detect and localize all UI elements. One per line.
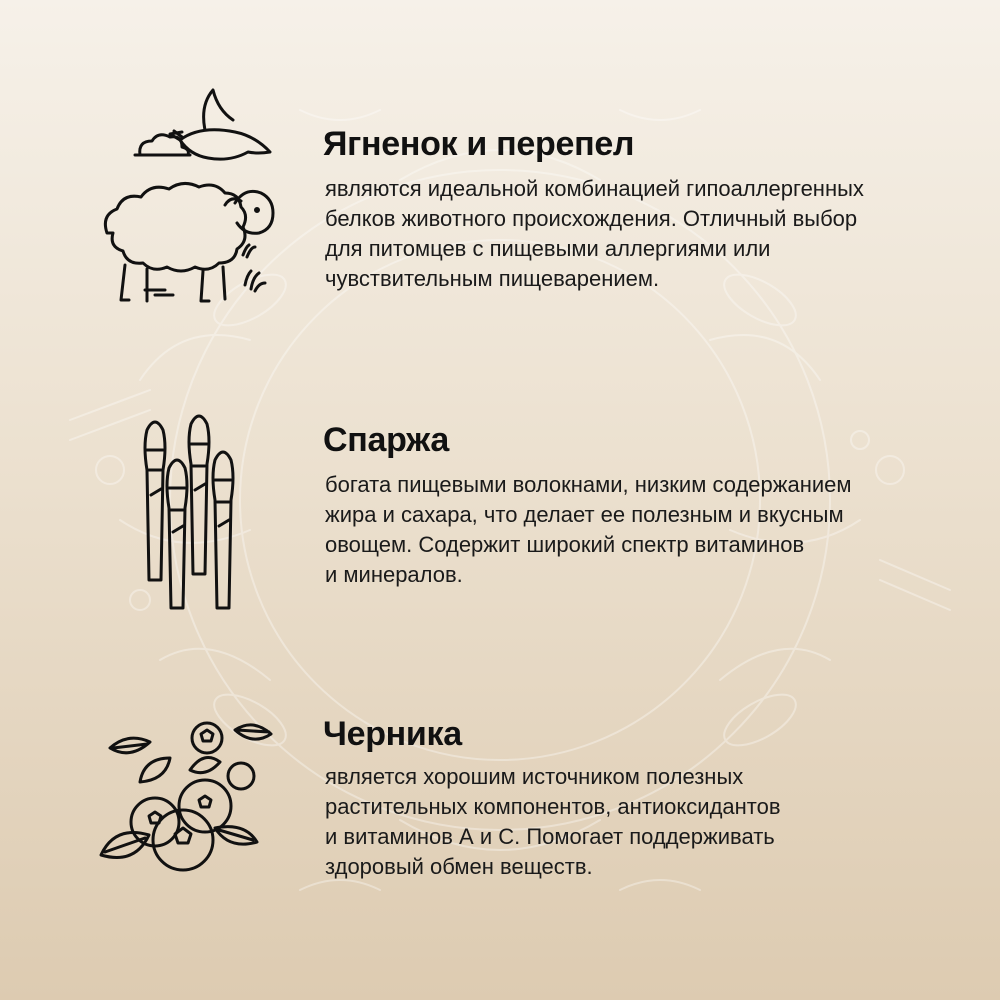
section-title: Черника	[323, 715, 462, 753]
description-line: и минералов.	[325, 562, 463, 587]
lamb-and-quail-icon	[95, 85, 285, 310]
section-title: Спаржа	[323, 421, 449, 459]
description-line: овощем. Содержит широкий спектр витаминов	[325, 532, 805, 557]
description-line: белков животного происхождения. Отличный выбор	[325, 206, 858, 231]
section-title: Ягненок и перепел	[323, 125, 635, 163]
section-description	[325, 470, 945, 590]
description-line: является хорошим источником полезных	[325, 764, 744, 789]
description-line: здоровый обмен веществ.	[325, 854, 593, 879]
description-line: и витаминов А и С. Помогает поддерживать	[325, 824, 775, 849]
description-line: чувствительным пищеварением.	[325, 266, 660, 291]
blueberry-icon	[95, 710, 280, 875]
section-description	[325, 174, 945, 294]
description-line: являются идеальной комбинацией гипоаллергенных	[325, 176, 864, 201]
description-line: жира и сахара, что делает ее полезным и вкусным	[325, 502, 844, 527]
description-line: растительных компонентов, антиоксидантов	[325, 794, 781, 819]
section-description	[325, 762, 945, 882]
description-line: для питомцев с пищевыми аллергиями или	[325, 236, 771, 261]
asparagus-icon	[125, 410, 255, 620]
description-line: богата пищевыми волокнами, низким содержанием	[325, 472, 852, 497]
